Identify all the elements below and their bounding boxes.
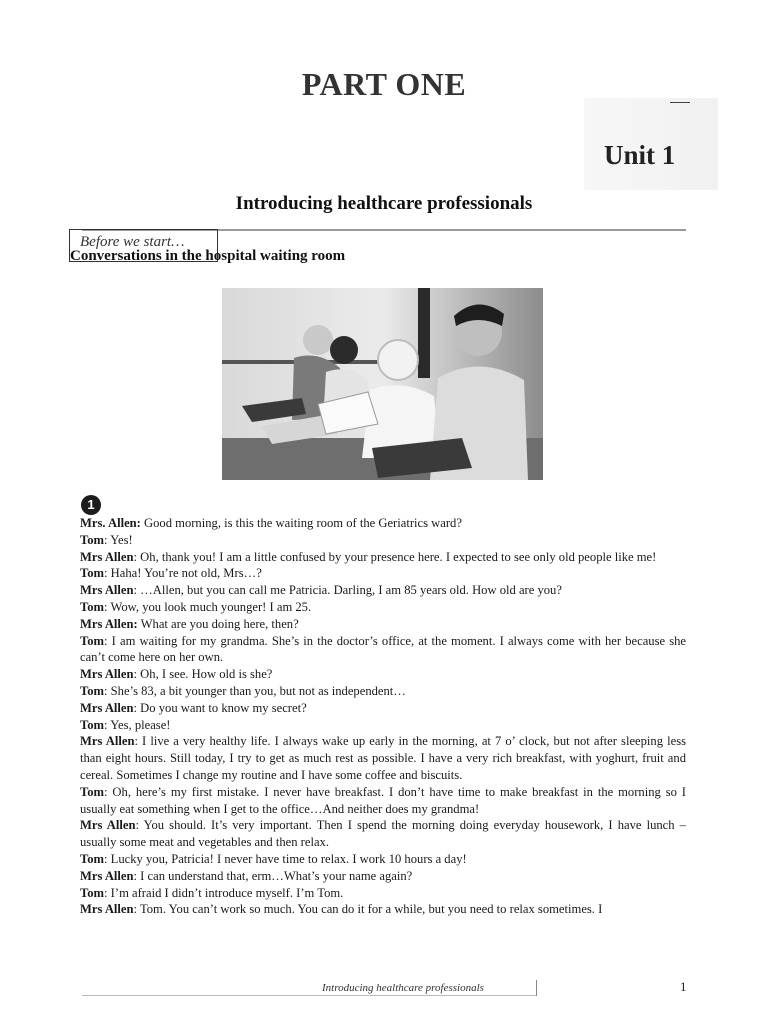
page-number: 1: [680, 979, 687, 994]
line-text: : I live a very healthy life. I always wake up early in the morning, at 7 o’ clock, but not after sleeping less than eight hours. Still today, I try to get as much rest as possible. I have a very rich breakfast, with yoghurt, fruit and cereal. Sometimes I change my routine and I have some coffee and biscuits.: [80, 734, 686, 782]
line-text: : Oh, here’s my first mistake. I never have breakfast. I don’t have time to make breakfast in the morning so I usually eat something when I get to the office…And neither does my grandma!: [80, 784, 686, 816]
dialogue-line: [80, 549, 686, 566]
footer-divider-tick: [536, 980, 537, 996]
dialogue-line: [80, 683, 686, 700]
dialogue-line: [80, 666, 686, 683]
line-text: : Lucky you, Patricia! I never have time to relax. I work 10 hours a day!: [104, 851, 467, 866]
speaker-name: Mrs Allen: [80, 902, 134, 917]
speaker-name: Tom: [80, 633, 105, 648]
line-text: : Yes, please!: [104, 717, 171, 732]
exercise-number-badge: 1: [81, 495, 101, 515]
line-text: : Oh, thank you! I am a little confused by your presence here. I expected to see only old people like me!: [133, 549, 657, 564]
speaker-name: Tom: [80, 885, 105, 900]
speaker-name: Mrs Allen: [80, 818, 136, 833]
dialogue-line: [80, 582, 686, 599]
part-title: PART ONE: [301, 66, 467, 102]
dialogue-line: [80, 717, 686, 734]
dialogue-line: [80, 901, 686, 918]
speaker-name: Mrs Allen:: [80, 616, 138, 631]
dialogue-line: [80, 633, 686, 667]
dialogue-line: [80, 868, 686, 885]
line-text: : Yes!: [104, 532, 133, 547]
line-text: : Do you want to know my secret?: [133, 700, 307, 715]
speaker-name: Tom: [80, 683, 105, 698]
line-text: : Oh, I see. How old is she?: [133, 667, 273, 682]
speaker-name: Tom: [80, 784, 105, 799]
dialogue-text: [80, 515, 686, 918]
speaker-name: Tom: [80, 599, 105, 614]
speaker-name: Tom: [80, 566, 105, 581]
speaker-name: Mrs. Allen:: [80, 516, 141, 530]
speaker-name: Mrs Allen: [80, 549, 134, 564]
line-text: Good morning, is this the waiting room of the Geriatrics ward?: [140, 516, 462, 530]
dialogue-line: [80, 700, 686, 717]
dialogue-line: [80, 515, 686, 532]
speaker-name: Tom: [80, 851, 105, 866]
dialogue-line: [80, 616, 686, 633]
waiting-room-photo: [222, 288, 543, 480]
line-text: : I am waiting for my grandma. She’s in the doctor’s office, at the moment. I always come with her because she can’t come here on her own.: [80, 633, 686, 665]
dialogue-line: [80, 851, 686, 868]
before-we-start-label: Before we start…: [80, 234, 185, 250]
footer-rule: [82, 995, 537, 996]
speaker-name: Mrs Allen: [80, 734, 135, 749]
line-text: : You should. It’s very important. Then I spend the morning doing everyday housework, I have lunch – usually some meat and vegetables and then relax.: [80, 818, 686, 850]
section-heading: Conversations in the hospital waiting room: [70, 248, 346, 264]
speaker-name: Mrs Allen: [80, 868, 134, 883]
dialogue-line: [80, 532, 686, 549]
line-text: : …Allen, but you can call me Patricia. Darling, I am 85 years old. How old are you?: [133, 583, 562, 598]
dialogue-line: [80, 885, 686, 902]
footer-running-title: Introducing healthcare professionals: [322, 982, 484, 994]
dialogue-line: [80, 784, 686, 818]
line-text: : She’s 83, a bit younger than you, but not as independent…: [104, 683, 406, 698]
unit-header-dash: [670, 102, 690, 103]
line-text: : I’m afraid I didn’t introduce myself. I’m Tom.: [104, 885, 344, 900]
unit-subtitle: Introducing healthcare professionals: [235, 193, 533, 214]
dialogue-line: [80, 817, 686, 851]
line-text: What are you doing here, then?: [137, 616, 299, 631]
line-text: : I can understand that, erm…What’s your name again?: [133, 868, 413, 883]
line-text: : Wow, you look much younger! I am 25.: [104, 599, 312, 614]
dialogue-line: [80, 599, 686, 616]
dialogue-line: [80, 733, 686, 783]
dialogue-line: [80, 565, 686, 582]
unit-title: Unit 1: [604, 140, 676, 170]
speaker-name: Tom: [80, 532, 105, 547]
speaker-name: Mrs Allen: [80, 667, 134, 682]
speaker-name: Mrs Allen: [80, 700, 134, 715]
line-text: : Haha! You’re not old, Mrs…?: [104, 566, 262, 581]
speaker-name: Tom: [80, 717, 105, 732]
speaker-name: Mrs Allen: [80, 583, 134, 598]
line-text: : Tom. You can’t work so much. You can do it for a while, but you need to relax sometimes. I: [133, 902, 603, 917]
